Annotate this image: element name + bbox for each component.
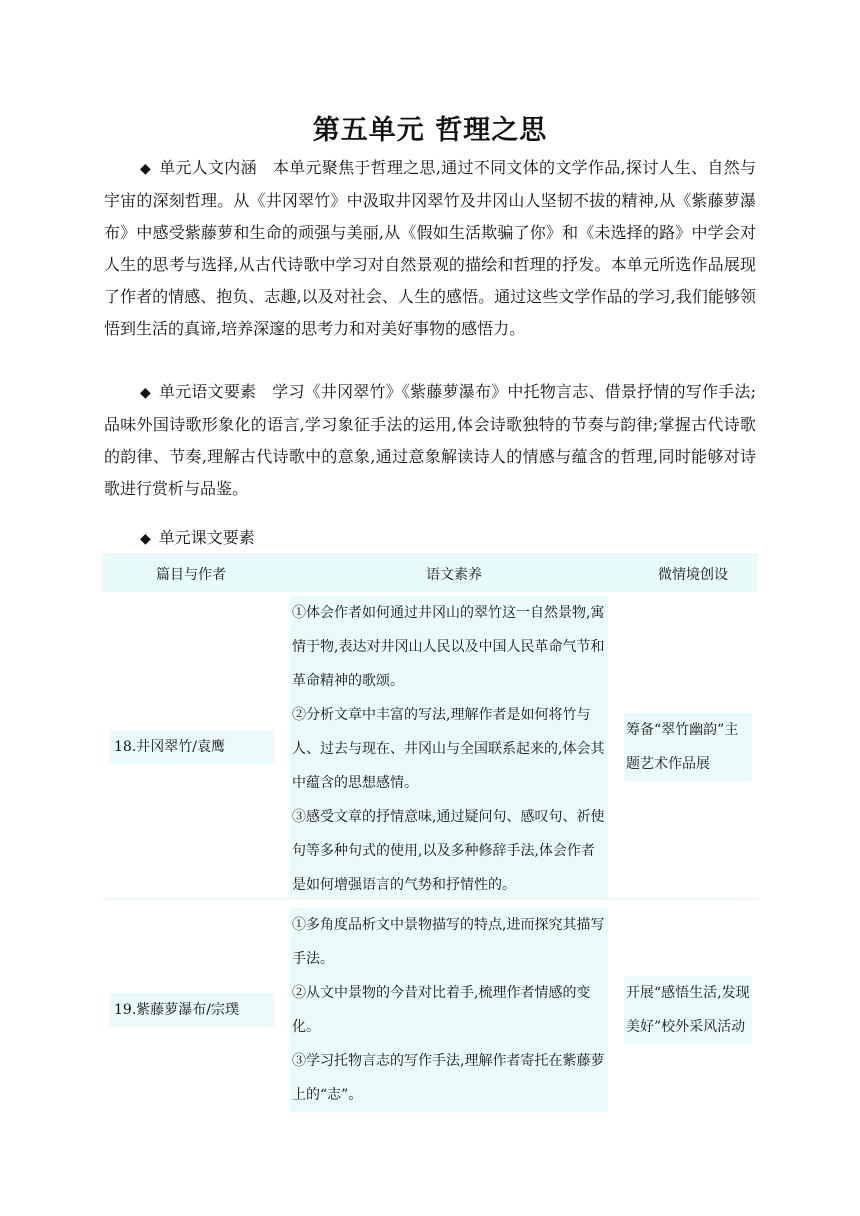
literacy-item: ③学习托物言志的写作手法,理解作者寄托在紫藤萝上的“志”。 bbox=[292, 1053, 605, 1103]
lesson-title: 19.紫藤萝瀑布/宗璞 bbox=[110, 993, 274, 1027]
header-scenario: 微情境创设 bbox=[658, 566, 728, 583]
unit-texts-paragraph bbox=[104, 522, 756, 555]
unit-language-heading: 单元语文要素 bbox=[158, 382, 257, 401]
diamond-bullet-icon: ◆ bbox=[140, 161, 152, 177]
literacy-item: ①多角度品析文中景物描写的特点,进而探究其描写手法。 bbox=[292, 917, 605, 967]
table-row bbox=[102, 592, 758, 898]
header-literacy: 语文素养 bbox=[426, 566, 482, 583]
diamond-bullet-icon: ◆ bbox=[140, 531, 151, 547]
unit-theme-paragraph bbox=[104, 152, 756, 345]
lesson-elements-table bbox=[102, 554, 758, 1112]
literacy-item: ②分析文章中丰富的写法,理解作者是如何将竹与人、过去与现在、井冈山与全国联系起来的,体会其中蕴含的思想感情。 bbox=[292, 707, 605, 791]
literacy-item: ②从文中景物的今昔对比着手,梳理作者情感的变化。 bbox=[292, 985, 591, 1035]
unit-theme-heading: 单元人文内涵 bbox=[159, 158, 257, 177]
unit-language-text: 学习《井冈翠竹》《紫藤萝瀑布》中托物言志、借景抒情的写作手法;品味外国诗歌形象化的语言,学习象征手法的运用,体会诗歌独特的节奏与韵律;掌握古代诗歌的韵律、节奏,理解古代诗歌中的意象,通过意象解读诗人的情感与蕴含的哲理,同时能够对诗歌进行赏析与品鉴。 bbox=[104, 382, 756, 498]
literacy-cell bbox=[290, 908, 608, 1112]
diamond-bullet-icon: ◆ bbox=[140, 385, 151, 401]
literacy-cell bbox=[290, 596, 608, 898]
unit-texts-heading: 单元课文要素 bbox=[158, 528, 255, 547]
scenario-text: 开展“感悟生活,发现美好”校外采风活动 bbox=[624, 976, 752, 1044]
unit-language-paragraph bbox=[104, 376, 756, 505]
literacy-item: ③感受文章的抒情意味,通过疑问句、感叹句、祈使句等多种句式的使用,以及多种修辞手法,体会作者是如何增强语言的气势和抒情性的。 bbox=[292, 809, 605, 893]
scenario-text: 筹备“翠竹幽韵”主题艺术作品展 bbox=[624, 713, 752, 781]
unit-theme-text: 本单元聚焦于哲理之思,通过不同文体的文学作品,探讨人生、自然与宇宙的深刻哲理。从《井冈翠竹》中汲取井冈翠竹及井冈山人坚韧不拔的精神,从《紫藤萝瀑布》中感受紫藤萝和生命的顽强与美丽,从《假如生活欺骗了你》和《未选择的路》中学会对人生的思考与选择,从古代诗歌中学习对自然景观的描绘和哲理的抒发。本单元所选作品展现了作者的情感、抱负、志趣,以及对社会、人生的感悟。通过这些文学作品的学习,我们能够领悟到生活的真谛,培养深邃的思考力和对美好事物的感悟力。 bbox=[104, 158, 756, 338]
header-title-author: 篇目与作者 bbox=[156, 566, 226, 583]
lesson-title: 18.井冈翠竹/袁鹰 bbox=[110, 730, 274, 764]
literacy-item: ①体会作者如何通过井冈山的翠竹这一自然景物,寓情于物,表达对井冈山人民以及中国人民革命气节和革命精神的歌颂。 bbox=[292, 605, 605, 689]
page-title: 第五单元 哲理之思 bbox=[312, 115, 548, 146]
table-row bbox=[102, 904, 758, 1112]
table-header bbox=[102, 554, 758, 592]
